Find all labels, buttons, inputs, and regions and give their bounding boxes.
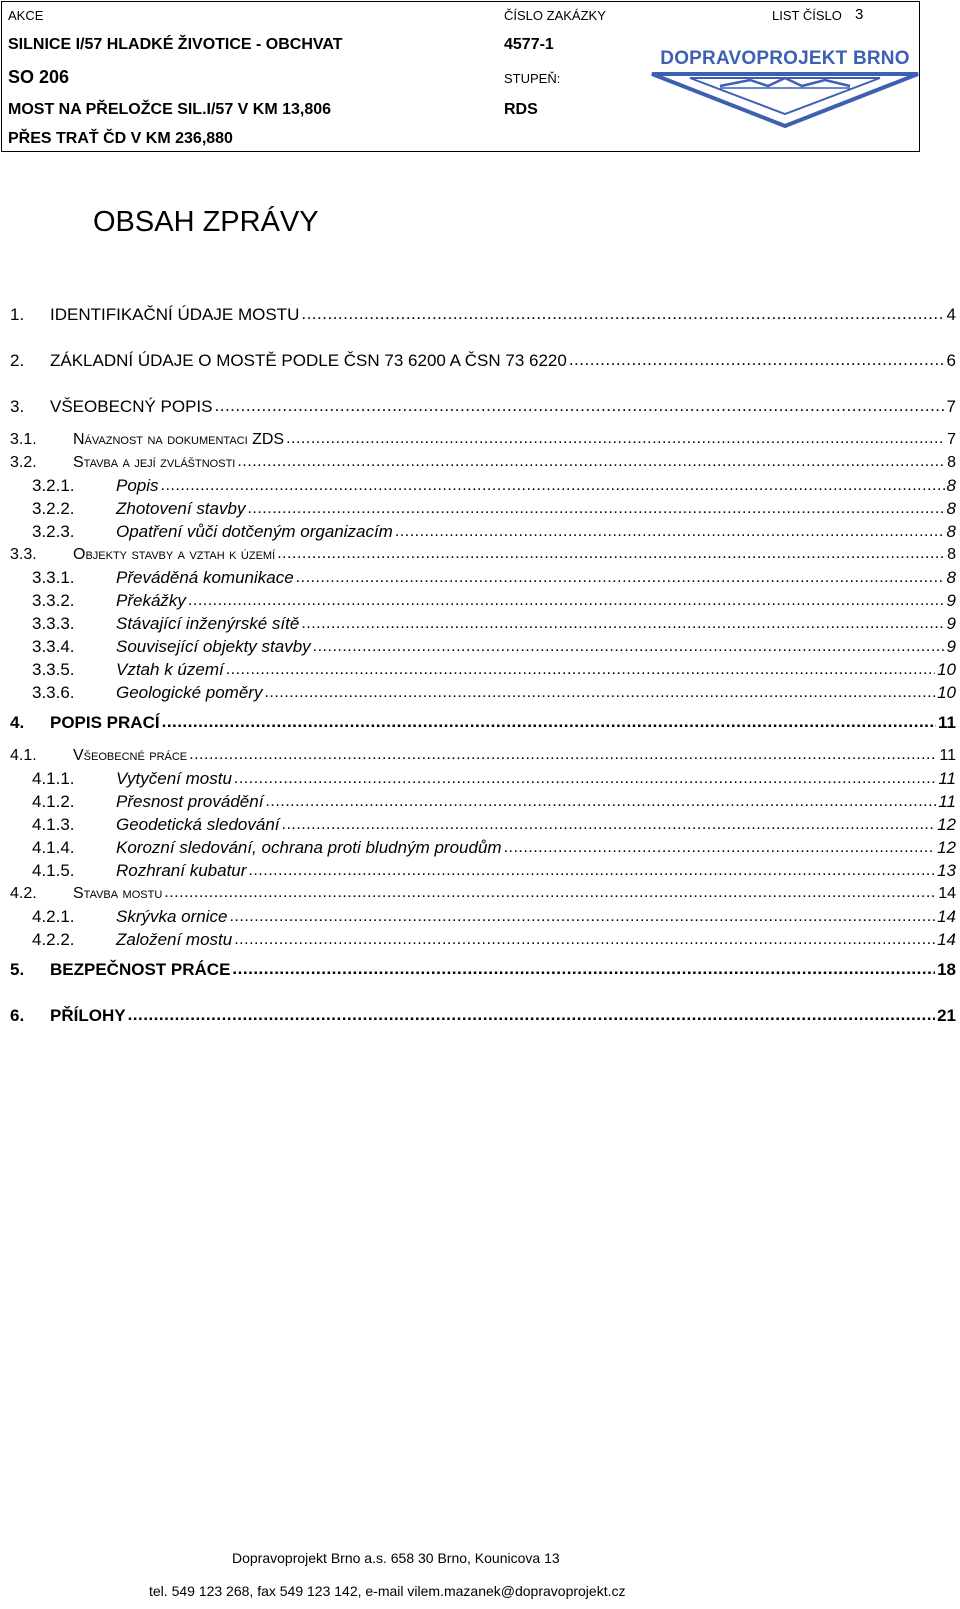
toc-entry-number: 3.1. xyxy=(10,431,37,448)
toc-entry xyxy=(10,958,956,980)
toc-entry-number: 3.3.2. xyxy=(32,591,75,610)
toc-entry-title: Převáděná komunikace xyxy=(116,568,294,587)
toc-entry xyxy=(10,928,956,950)
toc-entry-title: Popis xyxy=(116,476,159,495)
footer-contact: tel. 549 123 268, fax 549 123 142, e-mail vilem.mazanek@dopravoprojekt.cz xyxy=(149,1583,626,1599)
toc-entry-page: 8 xyxy=(947,454,956,471)
toc-entry-page: 14 xyxy=(937,907,956,926)
stage-value: RDS xyxy=(504,101,538,118)
toc-entry xyxy=(10,681,956,703)
toc-leader-dots xyxy=(265,790,936,807)
toc-entry-number: 3.3.3. xyxy=(32,614,75,633)
toc-leader-dots xyxy=(189,744,937,760)
toc-leader-dots xyxy=(234,928,935,945)
toc-entry-title: VŠEOBECNÝ POPIS xyxy=(50,397,213,416)
toc-leader-dots xyxy=(282,813,936,830)
toc-entry-number: 3.2. xyxy=(10,454,37,471)
object-code: SO 206 xyxy=(8,67,70,87)
toc-leader-dots xyxy=(215,395,945,412)
toc-entry-number: 4.1.2. xyxy=(32,792,75,811)
toc-entry-title: BEZPEČNOST PRÁCE xyxy=(50,960,231,979)
toc-entry-title: Vztah k území xyxy=(116,660,224,679)
toc-entry-title: Založení mostu xyxy=(116,930,233,949)
toc-entry-number: 4. xyxy=(10,713,25,732)
toc-entry-title: Geodetická sledování xyxy=(116,815,280,834)
toc-leader-dots xyxy=(128,1004,936,1021)
toc-entry-page: 10 xyxy=(937,660,956,679)
toc-entry-number: 4.1.3. xyxy=(32,815,75,834)
toc-entry-title: Geologické poměry xyxy=(116,683,263,702)
toc-entry xyxy=(10,497,956,519)
toc-entry-page: 21 xyxy=(937,1006,956,1025)
toc-leader-dots xyxy=(301,303,944,320)
toc-entry-title: Rozhraní kubatur xyxy=(116,861,247,880)
akce-label: AKCE xyxy=(8,8,44,23)
toc-leader-dots xyxy=(248,859,935,876)
toc-entry xyxy=(10,520,956,542)
toc-entry-title: Stávající inženýrské sítě xyxy=(116,614,300,633)
title-block xyxy=(1,1,920,152)
toc-leader-dots xyxy=(161,474,945,491)
toc-entry xyxy=(10,790,956,812)
toc-leader-dots xyxy=(188,589,945,606)
toc-entry-page: 8 xyxy=(946,568,956,587)
object-location: PŘES TRAŤ ČD V KM 236,880 xyxy=(8,130,233,147)
toc-entry xyxy=(10,767,956,789)
toc-entry-number: 3.2.1. xyxy=(32,476,75,495)
toc-entry xyxy=(10,711,956,733)
toc-entry-title: Související objekty stavby xyxy=(116,637,311,656)
toc-entry-page: 9 xyxy=(946,614,956,633)
toc-leader-dots xyxy=(569,349,945,366)
toc-entry-page: 18 xyxy=(937,960,956,979)
toc-entry-page: 11 xyxy=(938,792,956,811)
toc-entry-number: 3.3.1. xyxy=(32,568,75,587)
toc-entry-title: Korozní sledování, ochrana proti bludným proudům xyxy=(116,838,502,857)
toc-entry-number: 4.1.5. xyxy=(32,861,75,880)
toc-leader-dots xyxy=(504,836,936,853)
toc-entry-number: 3.2.3. xyxy=(32,522,75,541)
toc-entry xyxy=(10,836,956,858)
toc-entry-number: 4.1. xyxy=(10,747,37,764)
toc-entry xyxy=(10,1004,956,1026)
toc-entry-page: 14 xyxy=(938,885,956,902)
toc-entry-title: Přesnost provádění xyxy=(116,792,264,811)
toc-entry-page: 12 xyxy=(937,838,956,857)
toc-entry-title: Návaznost na dokumentaci ZDS xyxy=(73,431,285,448)
sheet-label: LIST ČÍSLO xyxy=(772,8,842,23)
object-name: MOST NA PŘELOŽCE SIL.I/57 V KM 13,806 xyxy=(8,101,332,118)
toc-entry-title: PŘÍLOHY xyxy=(50,1006,126,1025)
toc-entry-page: 6 xyxy=(946,351,956,370)
project-name: SILNICE I/57 HLADKÉ ŽIVOTICE - OBCHVAT xyxy=(8,36,343,53)
toc-leader-dots xyxy=(162,711,936,728)
toc-entry-title: Překážky xyxy=(116,591,186,610)
toc-entry-number: 2. xyxy=(10,351,25,370)
toc-leader-dots xyxy=(234,767,936,784)
toc-entry-title: IDENTIFIKAČNÍ ÚDAJE MOSTU xyxy=(50,305,300,324)
toc-entry-number: 3.2.2. xyxy=(32,499,75,518)
order-number: 4577-1 xyxy=(504,36,554,53)
toc-leader-dots xyxy=(229,905,935,922)
toc-entry-number: 3.3. xyxy=(10,546,37,563)
toc-entry-title: Opatření vůči dotčeným organizacím xyxy=(116,522,393,541)
toc-entry-title: Skrývka ornice xyxy=(116,907,228,926)
toc-entry-page: 11 xyxy=(939,747,956,764)
toc-entry-page: 8 xyxy=(946,476,956,495)
toc-entry xyxy=(10,589,956,611)
toc-entry xyxy=(10,543,956,565)
toc-entry-title: Objekty stavby a vztah k území xyxy=(73,546,276,563)
toc-entry-title: Stavba mostu xyxy=(73,885,163,902)
logo-text: DOPRAVOPROJEKT BRNO xyxy=(660,48,910,69)
toc-entry-page: 9 xyxy=(946,637,956,656)
toc-leader-dots xyxy=(247,497,944,514)
toc-entry-number: 3.3.6. xyxy=(32,683,75,702)
sheet-number: 3 xyxy=(855,6,864,23)
toc-entry-number: 4.1.1. xyxy=(32,769,75,788)
company-logo xyxy=(650,46,920,131)
toc-entry-page: 10 xyxy=(937,683,956,702)
toc-entry-page: 14 xyxy=(937,930,956,949)
toc-entry xyxy=(10,612,956,634)
toc-entry-page: 11 xyxy=(938,769,956,788)
toc-leader-dots xyxy=(296,566,945,583)
toc-entry-page: 8 xyxy=(947,546,956,563)
toc-entry-title: Stavba a její zvláštnosti xyxy=(73,454,236,471)
toc-entry xyxy=(10,349,956,371)
toc-entry xyxy=(10,303,956,325)
toc-entry xyxy=(10,744,956,766)
toc-entry-title: Zhotovení stavby xyxy=(116,499,246,518)
toc-leader-dots xyxy=(164,882,936,898)
toc-entry-number: 3.3.5. xyxy=(32,660,75,679)
toc-entry-number: 3. xyxy=(10,397,25,416)
toc-entry xyxy=(10,882,956,904)
toc-leader-dots xyxy=(237,451,945,467)
toc-entry-number: 3.3.4. xyxy=(32,637,75,656)
toc-entry xyxy=(10,859,956,881)
toc-entry-title: POPIS PRACÍ xyxy=(50,713,160,732)
toc-entry-page: 7 xyxy=(946,397,956,416)
toc-entry xyxy=(10,566,956,588)
toc-entry-number: 4.2.1. xyxy=(32,907,75,926)
toc-entry xyxy=(10,451,956,473)
toc-leader-dots xyxy=(277,543,945,559)
toc-entry-number: 4.2. xyxy=(10,885,37,902)
toc-entry-title: ZÁKLADNÍ ÚDAJE O MOSTĚ PODLE ČSN 73 6200 A ČSN 73 6220 xyxy=(50,351,567,370)
toc-entry-page: 9 xyxy=(946,591,956,610)
toc-entry-page: 8 xyxy=(946,499,956,518)
toc-entry-page: 7 xyxy=(947,431,956,448)
toc-entry-number: 1. xyxy=(10,305,25,324)
toc-entry-number: 5. xyxy=(10,960,25,979)
toc-entry xyxy=(10,813,956,835)
toc-entry-page: 13 xyxy=(937,861,956,880)
toc-entry-number: 4.2.2. xyxy=(32,930,75,949)
footer-address: Dopravoprojekt Brno a.s. 658 30 Brno, Kounicova 13 xyxy=(232,1550,560,1566)
toc-entry-title: Vytyčení mostu xyxy=(116,769,232,788)
toc-leader-dots xyxy=(301,612,944,629)
toc-entry-page: 8 xyxy=(946,522,956,541)
toc-entry-page: 4 xyxy=(946,305,956,324)
toc-entry xyxy=(10,428,956,450)
toc-leader-dots xyxy=(286,428,945,444)
toc-leader-dots xyxy=(264,681,935,698)
toc-entry xyxy=(10,635,956,657)
stage-label: STUPEŇ: xyxy=(504,71,561,86)
toc-entry xyxy=(10,905,956,927)
toc-leader-dots xyxy=(395,520,945,537)
toc-leader-dots xyxy=(232,958,935,975)
toc-entry-page: 12 xyxy=(937,815,956,834)
toc-entry-page: 11 xyxy=(938,713,956,732)
toc-entry-number: 6. xyxy=(10,1006,25,1025)
toc-leader-dots xyxy=(226,658,935,675)
toc-entry-title: Všeobecné práce xyxy=(73,747,188,764)
toc-entry xyxy=(10,395,956,417)
toc-entry-number: 4.1.4. xyxy=(32,838,75,857)
logo-emblem-icon xyxy=(650,66,920,128)
toc-entry xyxy=(10,658,956,680)
order-label: ČÍSLO ZAKÁZKY xyxy=(504,8,606,23)
page-title: OBSAH ZPRÁVY xyxy=(93,206,319,238)
toc-leader-dots xyxy=(313,635,945,652)
toc-entry xyxy=(10,474,956,496)
